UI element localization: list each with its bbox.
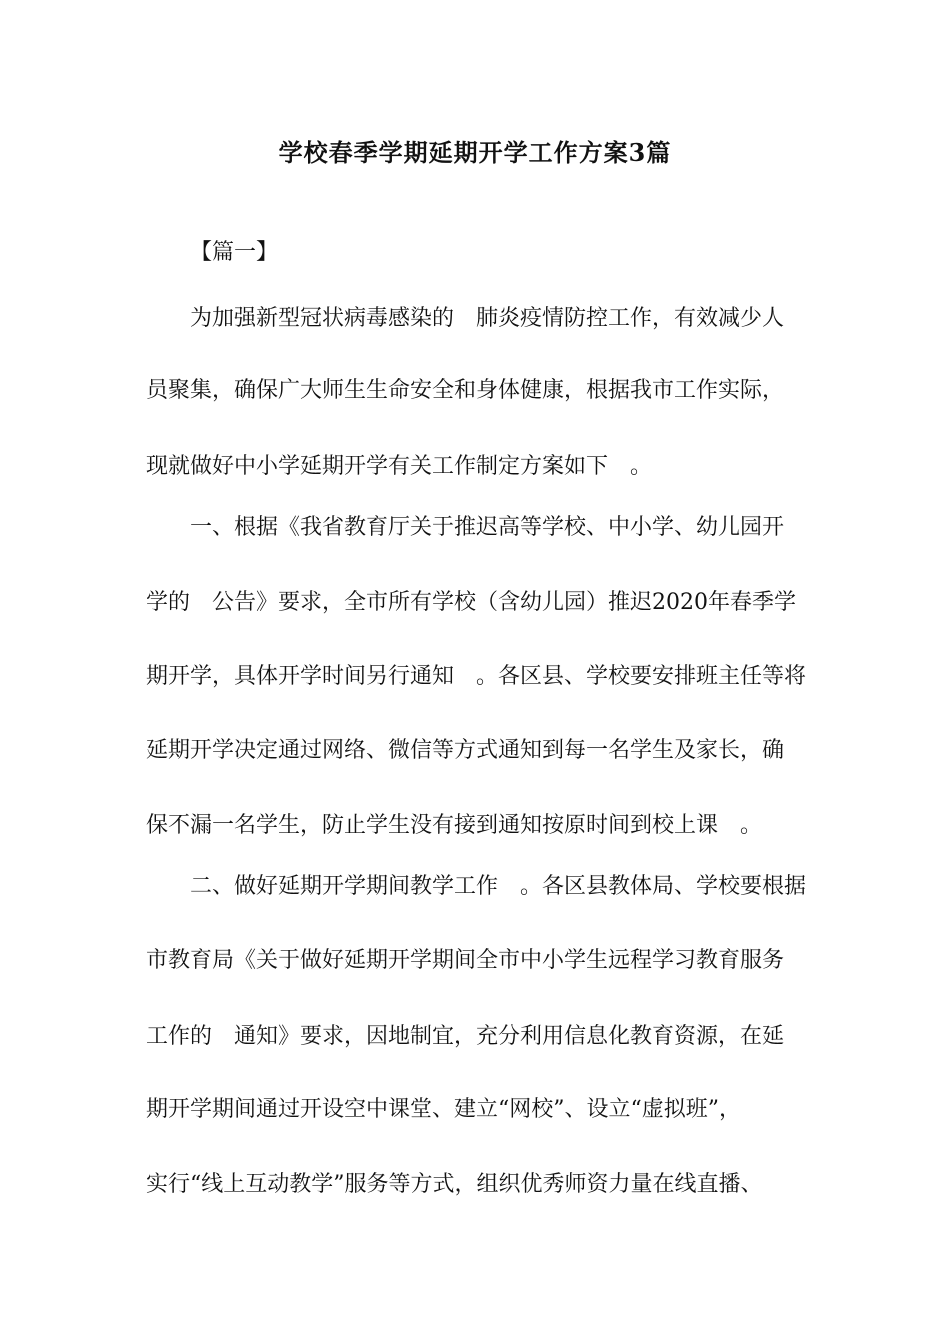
- document-title: 学校春季学期延期开学工作方案3篇: [278, 138, 672, 167]
- paragraph-line: 现就做好中小学延期开学有关工作制定方案如下 。: [146, 454, 653, 479]
- paragraph-line: 期开学，具体开学时间另行通知 。各区县、学校要安排班主任等将: [146, 664, 807, 689]
- paragraph-line: 期开学期间通过开设空中课堂、建立“网校”、设立“虚拟班”，: [146, 1097, 741, 1122]
- paragraph-line: 延期开学决定通过网络、微信等方式通知到每一名学生及家长，确: [146, 738, 785, 763]
- paragraph-line: 工作的 通知》要求，因地制宜，充分利用信息化教育资源，在延: [146, 1024, 785, 1049]
- paragraph-line: 员聚集，确保广大师生生命安全和身体健康，根据我市工作实际，: [146, 378, 785, 403]
- paragraph-line: 为加强新型冠状病毒感染的 肺炎疫情防控工作，有效减少人: [190, 306, 785, 331]
- paragraph-line: 实行“线上互动教学”服务等方式，组织优秀师资力量在线直播、: [146, 1172, 763, 1197]
- paragraph-line: 一、根据《我省教育厅关于推迟高等学校、中小学、幼儿园开: [190, 515, 785, 540]
- section-header: 【篇一】: [190, 240, 279, 265]
- paragraph-line: 保不漏一名学生，防止学生没有接到通知按原时间到校上课 。: [146, 813, 763, 838]
- paragraph-line: 市教育局《关于做好延期开学期间全市中小学生远程学习教育服务: [146, 948, 785, 973]
- paragraph-line: 二、做好延期开学期间教学工作 。各区县教体局、学校要根据: [190, 874, 807, 899]
- paragraph-line: 学的 公告》要求，全市所有学校（含幼儿园）推迟2020年春季学: [146, 590, 796, 615]
